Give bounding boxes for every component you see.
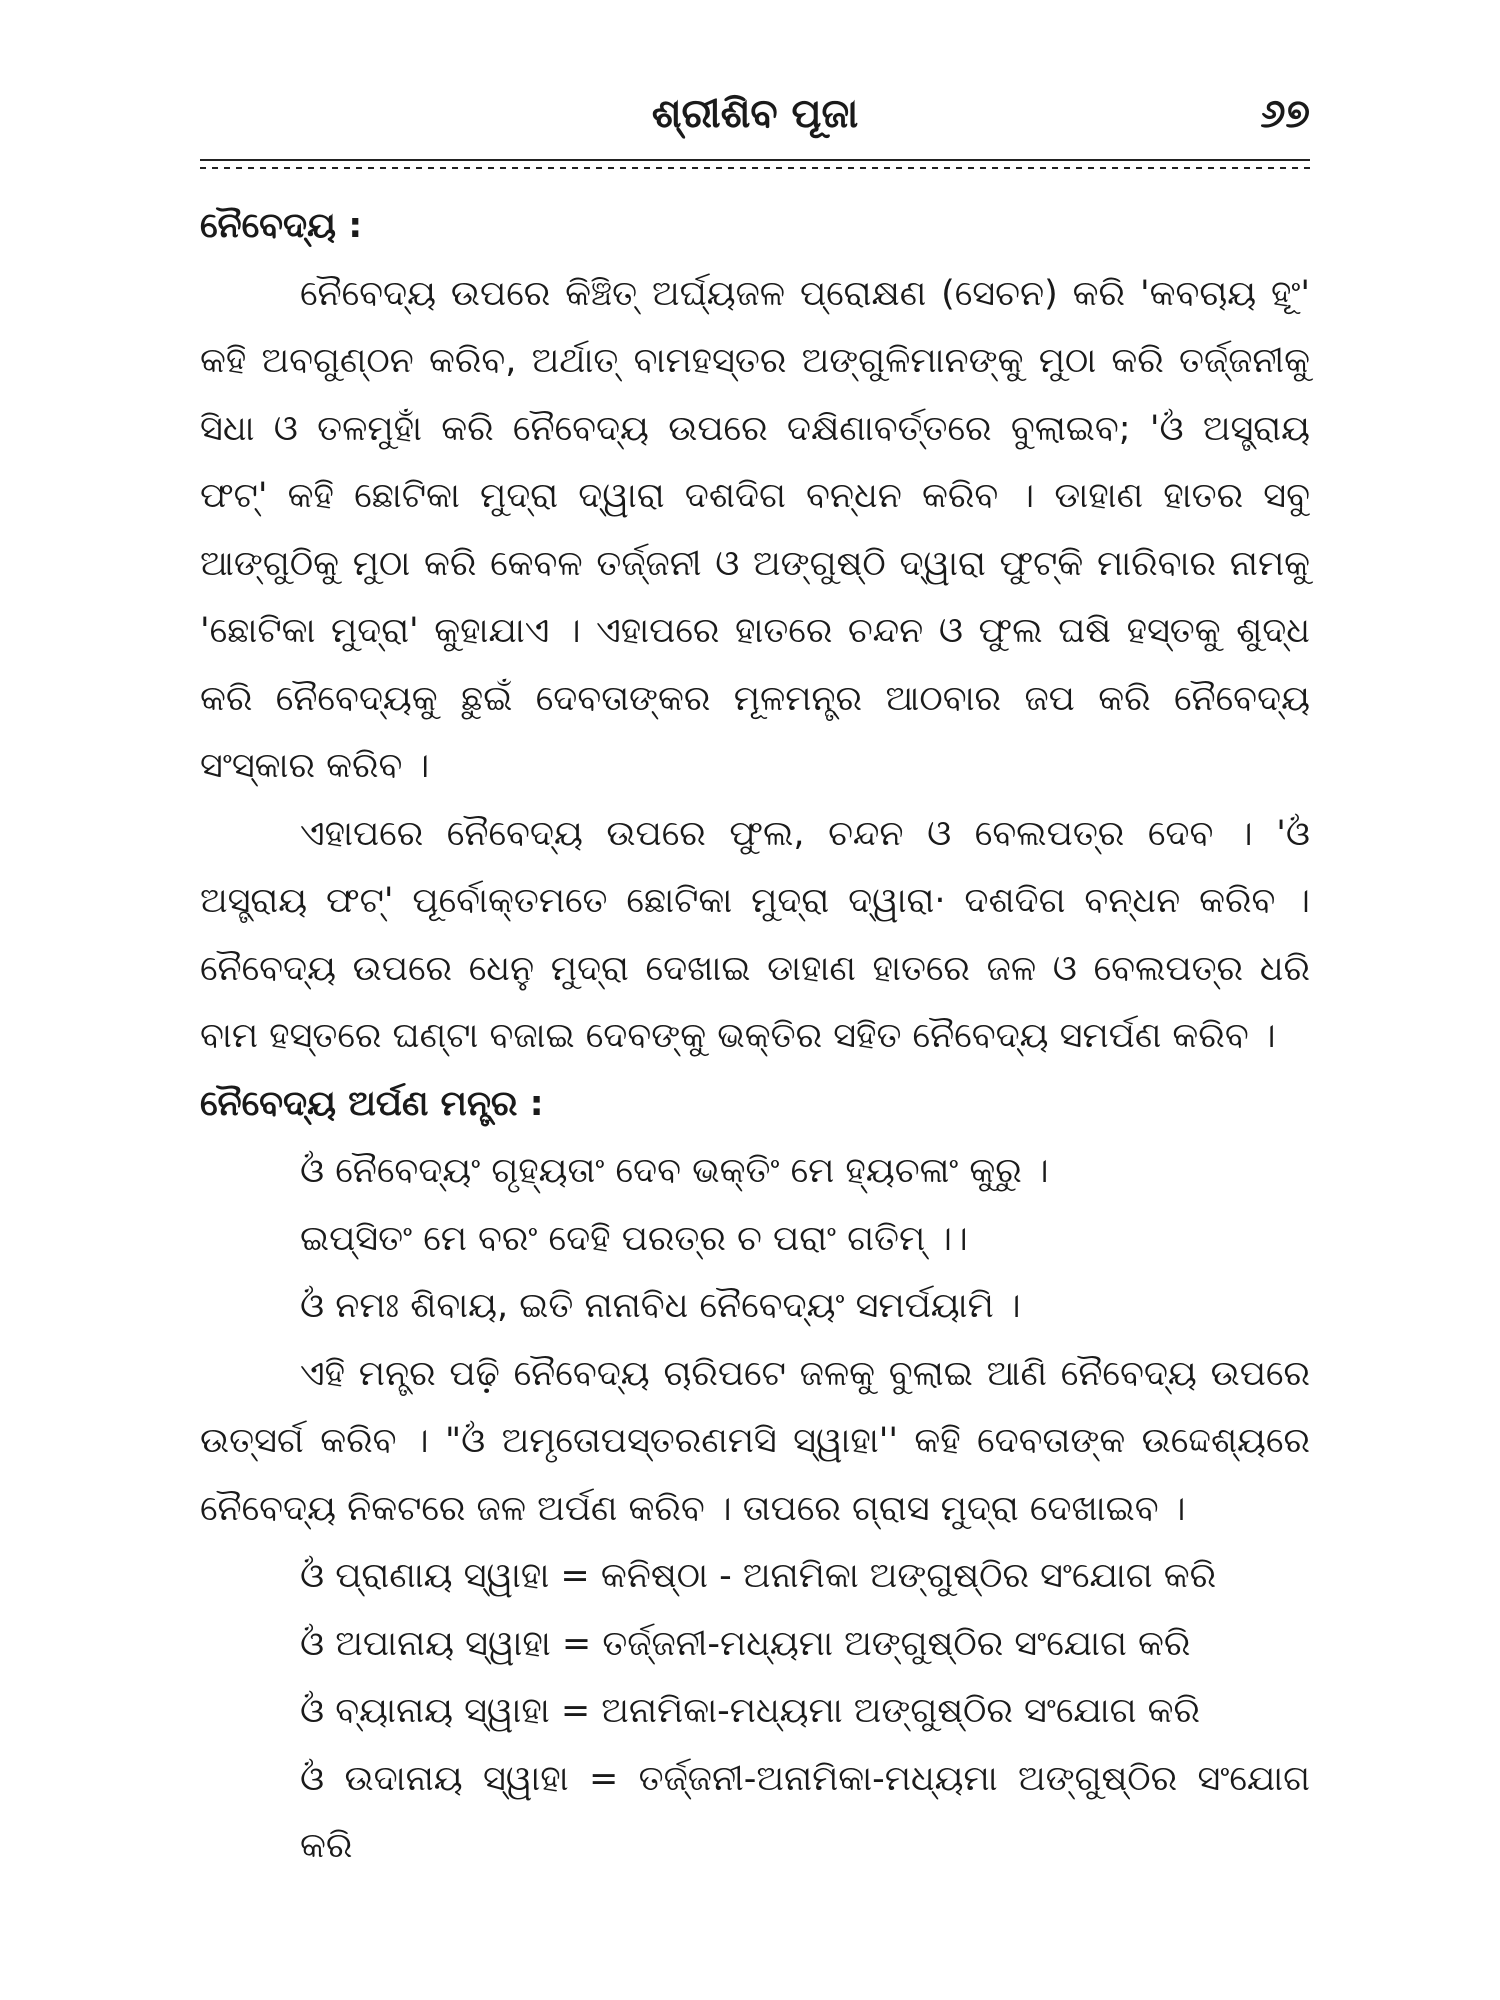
mudra-line: ଓଁ ଉଦାନାୟ ସ୍ୱାହା = ତର୍ଜ୍ଜନୀ-ଅନାମିକା-ମଧ୍ୟମା ଅଙ୍ଗୁଷ୍ଠିର ସଂଯୋଗ କରି <box>300 1758 1310 1866</box>
mudra-line: ଓଁ ଅପାନାୟ ସ୍ୱାହା = ତର୍ଜ୍ଜନୀ-ମଧ୍ୟମା ଅଙ୍ଗୁଷ୍ଠିର ସଂଯୋଗ କରି <box>300 1623 1191 1664</box>
section-heading-mantra: ନୈବେଦ୍ୟ ଅର୍ପଣ ମନ୍ତ୍ର : <box>200 1083 544 1124</box>
running-title: ଶ୍ରୀଶିବ ପୂଜା <box>651 91 859 137</box>
paragraph-1: ନୈବେଦ୍ୟ ଉପରେ କିଞ୍ଚିତ୍ ଅର୍ଘ୍ୟଜଳ ପ୍ରୋକ୍ଷଣ (ସେଚନ) କରି 'କବଚାୟ ହୂଂ' କହି ଅବଗୁଣ୍ଠନ କରିବ, ଅର୍ଥାତ୍ ବାମହସ୍ତର ଅଙ୍ଗୁଳିମାନଙ୍କୁ ମୁଠା କରି ତର୍ଜ୍ଜନୀକୁ ସିଧା ଓ ତଳମୁହାଁ କରି ନୈବେଦ୍ୟ ଉପରେ ଦକ୍ଷିଣାବର୍ତ୍ତରେ ବୁଲାଇବ; 'ଓଁ ଅସ୍ତ୍ରାୟ ଫଟ୍' କହି ଛୋଟିକା ମୁଦ୍ରା ଦ୍ୱାରା ଦଶଦିଗ ବନ୍ଧନ କରିବ । ଡାହାଣ ହାତର ସବୁ ଆଙ୍ଗୁଠିକୁ ମୁଠା କରି କେବଳ ତର୍ଜ୍ଜନୀ ଓ ଅଙ୍ଗୁଷ୍ଠି ଦ୍ୱାରା ଫୁଟ୍‌କି ମାରିବାର ନାମକୁ 'ଛୋଟିକା ମୁଦ୍ରା' କୁହାଯାଏ । ଏହାପରେ ହାତରେ ଚନ୍ଦନ ଓ ଫୁଲ ଘଷି ହସ୍ତକୁ ଶୁଦ୍ଧ କରି ନୈବେଦ୍ୟକୁ ଛୁଇଁ ଦେବତାଙ୍କର ମୂଳମନ୍ତ୍ର ଆଠବାର ଜପ କରି ନୈବେଦ୍ୟ ସଂସ୍କାର କରିବ । <box>200 273 1310 786</box>
mudra-line: ଓଁ ବ୍ୟାନାୟ ସ୍ୱାହା = ଅନାମିକା-ମଧ୍ୟମା ଅଙ୍ଗୁଷ୍ଠିର ସଂଯୋଗ କରି <box>300 1691 1201 1731</box>
paragraph-3: ଏହି ମନ୍ତ୍ର ପଢ଼ି ନୈବେଦ୍ୟ ଚାରିପଟେ ଜଳକୁ ବୁଲାଇ ଆଣି ନୈବେଦ୍ୟ ଉପରେ ଉତ୍ସର୍ଗ କରିବ । "ଓଁ ଅମୃତୋପସ୍ତରଣମସି ସ୍ୱାହା'' କହି ଦେବତାଙ୍କ ଉଦ୍ଦେଶ୍ୟରେ ନୈବେଦ୍ୟ ନିକଟରେ ଜଳ ଅର୍ପଣ କରିବ । ତାପରେ ଗ୍ରାସ ମୁଦ୍ରା ଦେଖାଇବ । <box>200 1353 1310 1529</box>
mantra-line: ଓଁ ନୈବେଦ୍ୟଂ ଗୃହ୍ୟତାଂ ଦେବ ଭକ୍ତିଂ ମେ ହ୍ୟଚଳାଂ କୁରୁ । <box>300 1151 1049 1191</box>
mantra-line: ଇପ୍‌ସିତଂ ମେ ବରଂ ଦେହି ପରତ୍ର ଚ ପରାଂ ଗତିମ୍ ।। <box>300 1218 968 1259</box>
page-body <box>200 193 1310 1881</box>
mudra-line: ଓଁ ପ୍ରାଣାୟ ସ୍ୱାହା = କନିଷ୍ଠା - ଅନାମିକା ଅଙ୍ଗୁଷ୍ଠିର ସଂଯୋଗ କରି <box>300 1556 1217 1596</box>
paragraph-2: ଏହାପରେ ନୈବେଦ୍ୟ ଉପରେ ଫୁଲ, ଚନ୍ଦନ ଓ ବେଲପତ୍ର ଦେବ । 'ଓଁ ଅସ୍ତ୍ରାୟ ଫଟ୍' ପୂର୍ବୋକ୍ତମତେ ଛୋଟିକା ମୁଦ୍ରା ଦ୍ୱାରା· ଦଶଦିଗ ବନ୍ଧନ କରିବ । ନୈବେଦ୍ୟ ଉପରେ ଧେନୁ ମୁଦ୍ରା ଦେଖାଇ ଡାହାଣ ହାତରେ ଜଳ ଓ ବେଲପତ୍ର ଧରି ବାମ ହସ୍ତରେ ଘଣ୍ଟା ବଜାଇ ଦେବଙ୍କୁ ଭକ୍ତିର ସହିତ ନୈବେଦ୍ୟ ସମର୍ପଣ କରିବ । <box>200 813 1310 1056</box>
running-header <box>200 85 1310 155</box>
section-heading-naivedya: ନୈବେଦ୍ୟ : <box>200 206 363 246</box>
mantra-line: ଓଁ ନମଃ ଶିବାୟ, ଇତି ନାନାବିଧ ନୈବେଦ୍ୟଂ ସମର୍ପୟାମି । <box>300 1286 1021 1326</box>
header-divider <box>200 159 1310 175</box>
book-page <box>200 85 1310 1965</box>
page-number: ୬୭ <box>1260 91 1310 137</box>
